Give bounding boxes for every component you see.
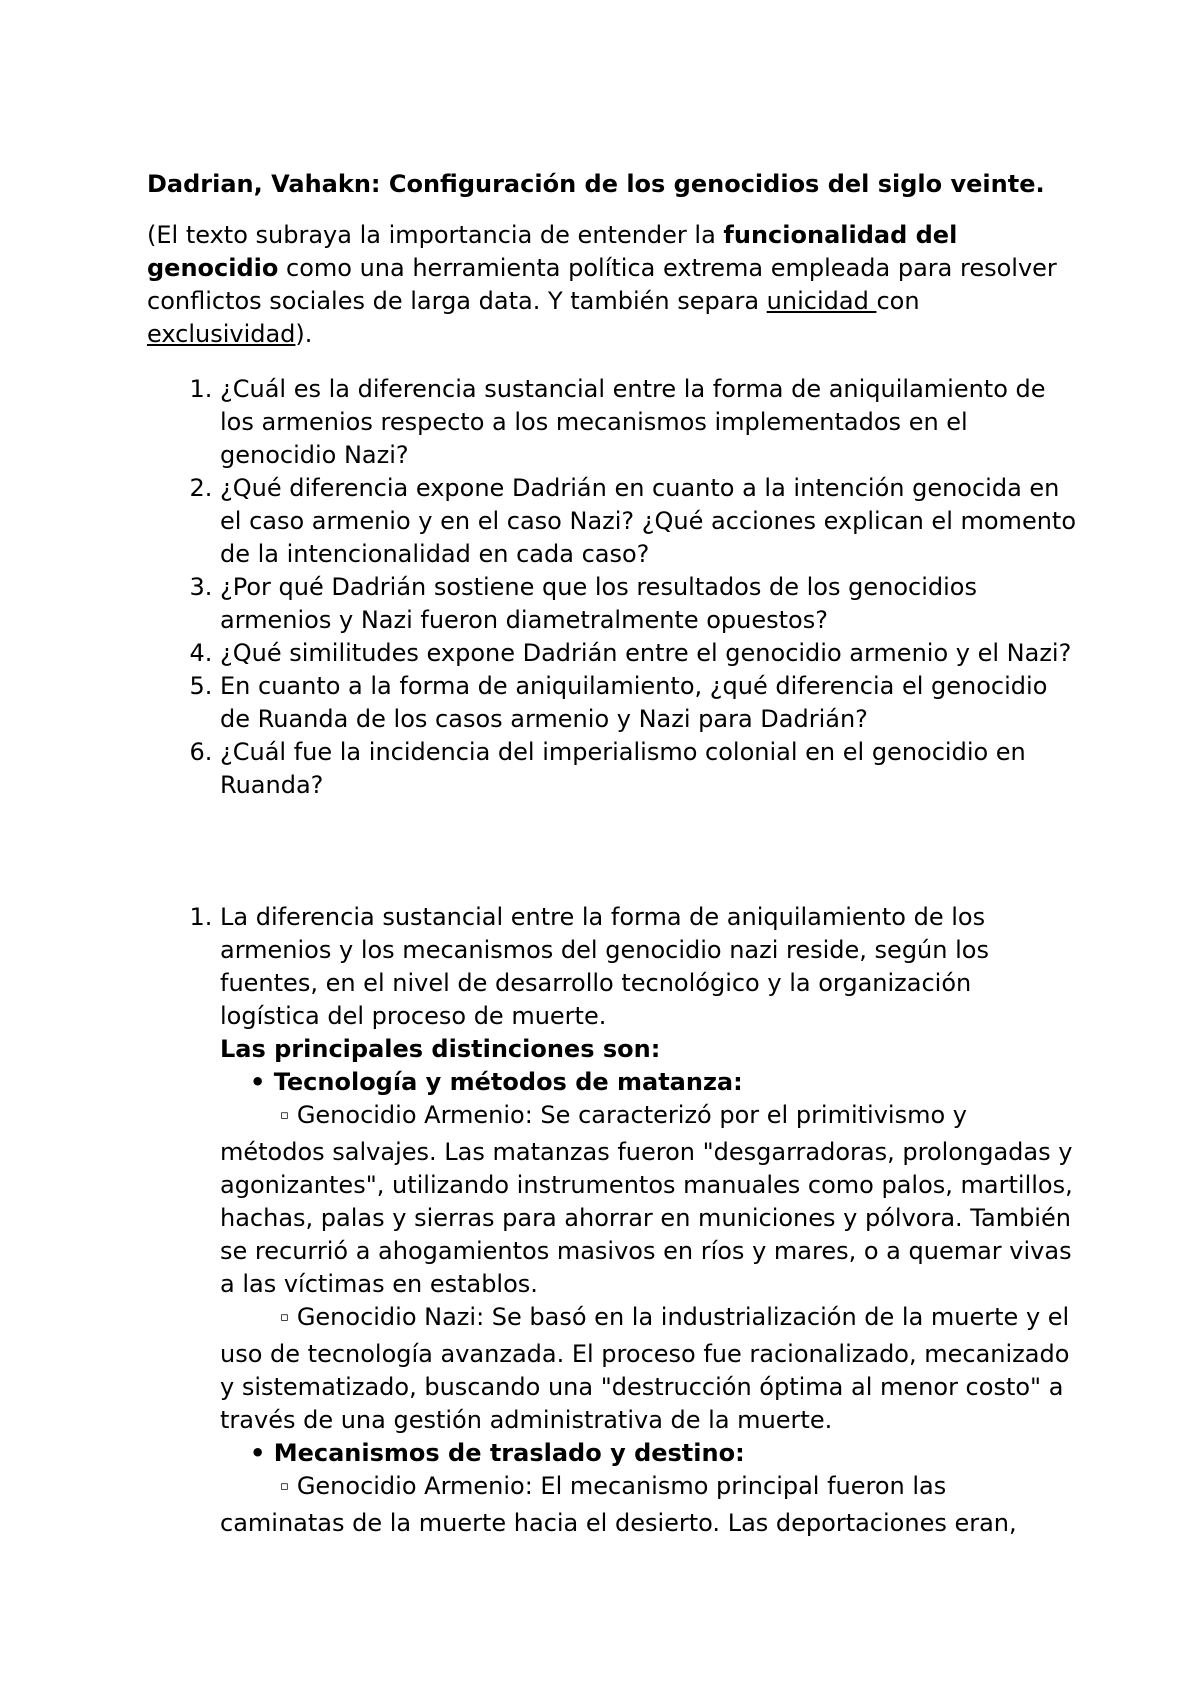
- document-title: Dadrian, Vahakn: Configuración de los genocidios del siglo veinte.: [147, 170, 1045, 198]
- intro-text-4: ).: [295, 320, 313, 348]
- question-item-6: 6. ¿Cuál fue la incidencia del imperialismo colonial en el genocidio en Ruanda?: [220, 736, 1077, 802]
- sub-armenian-methods-text: Genocidio Armenio: Se caracterizó por el primitivismo y métodos salvajes. Las matanzas fueron "desgarradoras, prolongadas y agonizantes", utilizando instrumentos manuales como palos, martillos, hachas, palas y sierras para ahorrar en municiones y pólvora. También se recurrió a ahogamientos masivos en ríos y mares, o a quemar vivas a las víctimas en establos.: [220, 1101, 1073, 1298]
- bullet-icon: •: [250, 1439, 266, 1467]
- sub-nazi-methods-text: Genocidio Nazi: Se basó en la industrialización de la muerte y el uso de tecnología avanzada. El proceso fue racionalizado, mecanizado y sistematizado, buscando una "destrucción óptima al menor costo" a través de una gestión administrativa de la muerte.: [220, 1303, 1070, 1434]
- intro-text-3: con: [876, 287, 920, 315]
- answers-list: [147, 901, 1077, 1540]
- sub-armenian-methods: [220, 1099, 1077, 1301]
- sub-bullet-icon: ▫: [280, 1108, 289, 1123]
- question-item-3: 3. ¿Por qué Dadrián sostiene que los resultados de los genocidios armenios y Nazi fueron diametralmente opuestos?: [220, 571, 1077, 637]
- sub-armenian-deportation: [220, 1470, 1077, 1540]
- document-content: [147, 168, 1077, 1540]
- sub-armenian-deportation-text: Genocidio Armenio: El mecanismo principal fueron las caminatas de la muerte hacia el desierto. Las deportaciones eran,: [220, 1472, 1017, 1537]
- sub-bullet-icon: ▫: [280, 1310, 289, 1325]
- questions-list: [147, 373, 1077, 802]
- bullet-icon: •: [250, 1068, 266, 1096]
- bullet-technology: [220, 1066, 1077, 1099]
- question-item-4: 4. ¿Qué similitudes expone Dadrián entre el genocidio armenio y el Nazi?: [220, 637, 1077, 670]
- question-item-1: 1. ¿Cuál es la diferencia sustancial entre la forma de aniquilamiento de los armenios respecto a los mecanismos implementados en el genocidio Nazi?: [220, 373, 1077, 472]
- intro-underline-exclusividad: exclusividad: [147, 320, 296, 348]
- intro-text-2: como una herramienta política extrema empleada para resolver conflictos sociales de larga data. Y también separa: [147, 254, 1057, 315]
- sub-nazi-methods: [220, 1301, 1077, 1437]
- intro-bold-term: funcionalidad del genocidio: [147, 221, 958, 282]
- bullet-mechanisms-label: Mecanismos de traslado y destino:: [273, 1439, 745, 1467]
- intro-paragraph: [147, 219, 1077, 351]
- intro-text-1: (El texto subraya la importancia de entender la: [147, 221, 724, 249]
- sub-bullet-icon: ▫: [280, 1479, 289, 1494]
- answer-1-text: 1. La diferencia sustancial entre la forma de aniquilamiento de los armenios y los mecanismos del genocidio nazi reside, según los fuentes, en el nivel de desarrollo tecnológico y la organización logística del proceso de muerte.: [220, 903, 989, 1030]
- answer-1-heading: Las principales distinciones son:: [220, 1035, 661, 1063]
- bullet-mechanisms: [220, 1437, 1077, 1470]
- bullet-technology-label: Tecnología y métodos de matanza:: [273, 1068, 743, 1096]
- question-item-2: 2. ¿Qué diferencia expone Dadrián en cuanto a la intención genocida en el caso armenio y en el caso Nazi? ¿Qué acciones explican el momento de la intencionalidad en cada caso?: [220, 472, 1077, 571]
- answer-item-1: [220, 901, 1077, 1540]
- question-item-5: 5. En cuanto a la forma de aniquilamiento, ¿qué diferencia el genocidio de Ruanda de los casos armenio y Nazi para Dadrián?: [220, 670, 1077, 736]
- intro-underline-unicidad: unicidad: [766, 287, 877, 315]
